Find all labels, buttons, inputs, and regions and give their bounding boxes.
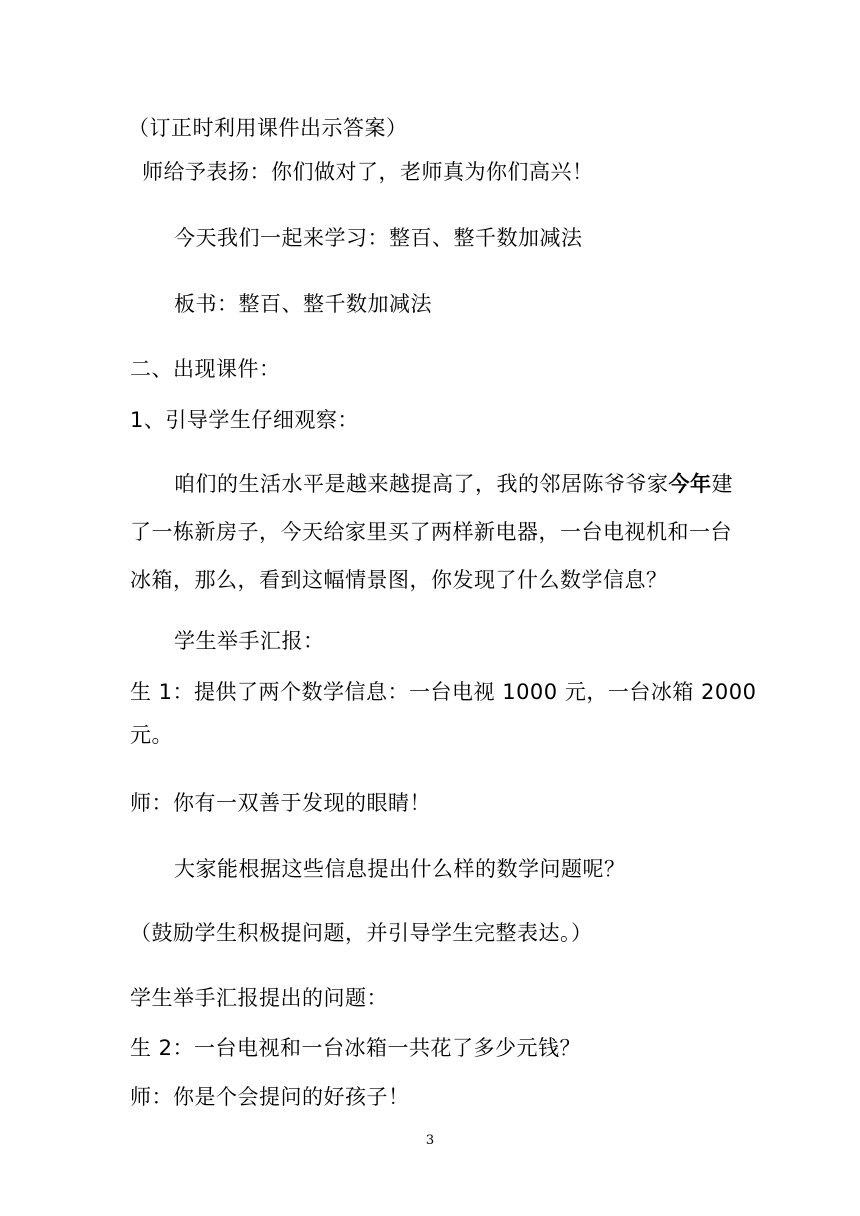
paragraph-blackboard: 板书：整百、整千数加减法 (174, 292, 432, 316)
paragraph-correction-note: （订正时利用课件出示答案） (128, 116, 408, 140)
paragraph-story-line-3: 冰箱，那么，看到这幅情景图，你发现了什么数学信息？ (130, 568, 668, 592)
paragraph-teacher-eyes: 师：你有一双善于发现的眼睛！ (130, 791, 431, 815)
step-observe: 1、引导学生仔细观察： (130, 408, 359, 432)
paragraph-questions-report: 学生举手汇报提出的问题： (130, 986, 388, 1010)
paragraph-teacher-good-child: 师：你是个会提问的好孩子！ (130, 1085, 410, 1109)
paragraph-student1-answer-cont: 元。 (130, 723, 173, 747)
page-number: 3 (425, 1133, 435, 1148)
paragraph-student1-answer: 生 1：提供了两个数学信息：一台电视 1000 元，一台冰箱 2000 (130, 680, 757, 704)
story-text-a: 咱们的生活水平是越来越提高了，我的邻居陈爷爷家 (174, 472, 669, 496)
story-text-c: 建 (711, 472, 733, 496)
paragraph-teacher-praise: 师给予表扬：你们做对了，老师真为你们高兴！ (142, 160, 594, 184)
story-text-bold: 今年 (668, 472, 712, 496)
paragraph-encourage-note: （鼓励学生积极提问题，并引导学生完整表达。） (130, 921, 593, 945)
paragraph-story-line-1 (174, 470, 733, 498)
paragraph-student2-question: 生 2：一台电视和一台冰箱一共花了多少元钱？ (130, 1036, 582, 1060)
paragraph-student-report: 学生举手汇报： (174, 629, 325, 653)
paragraph-ask-questions: 大家能根据这些信息提出什么样的数学问题呢？ (174, 857, 626, 881)
section-heading-courseware: 二、出现课件： (130, 357, 281, 381)
paragraph-today-topic: 今天我们一起来学习：整百、整千数加减法 (174, 226, 583, 250)
paragraph-story-line-2: 了一栋新房子，今天给家里买了两样新电器，一台电视机和一台 (130, 520, 732, 544)
